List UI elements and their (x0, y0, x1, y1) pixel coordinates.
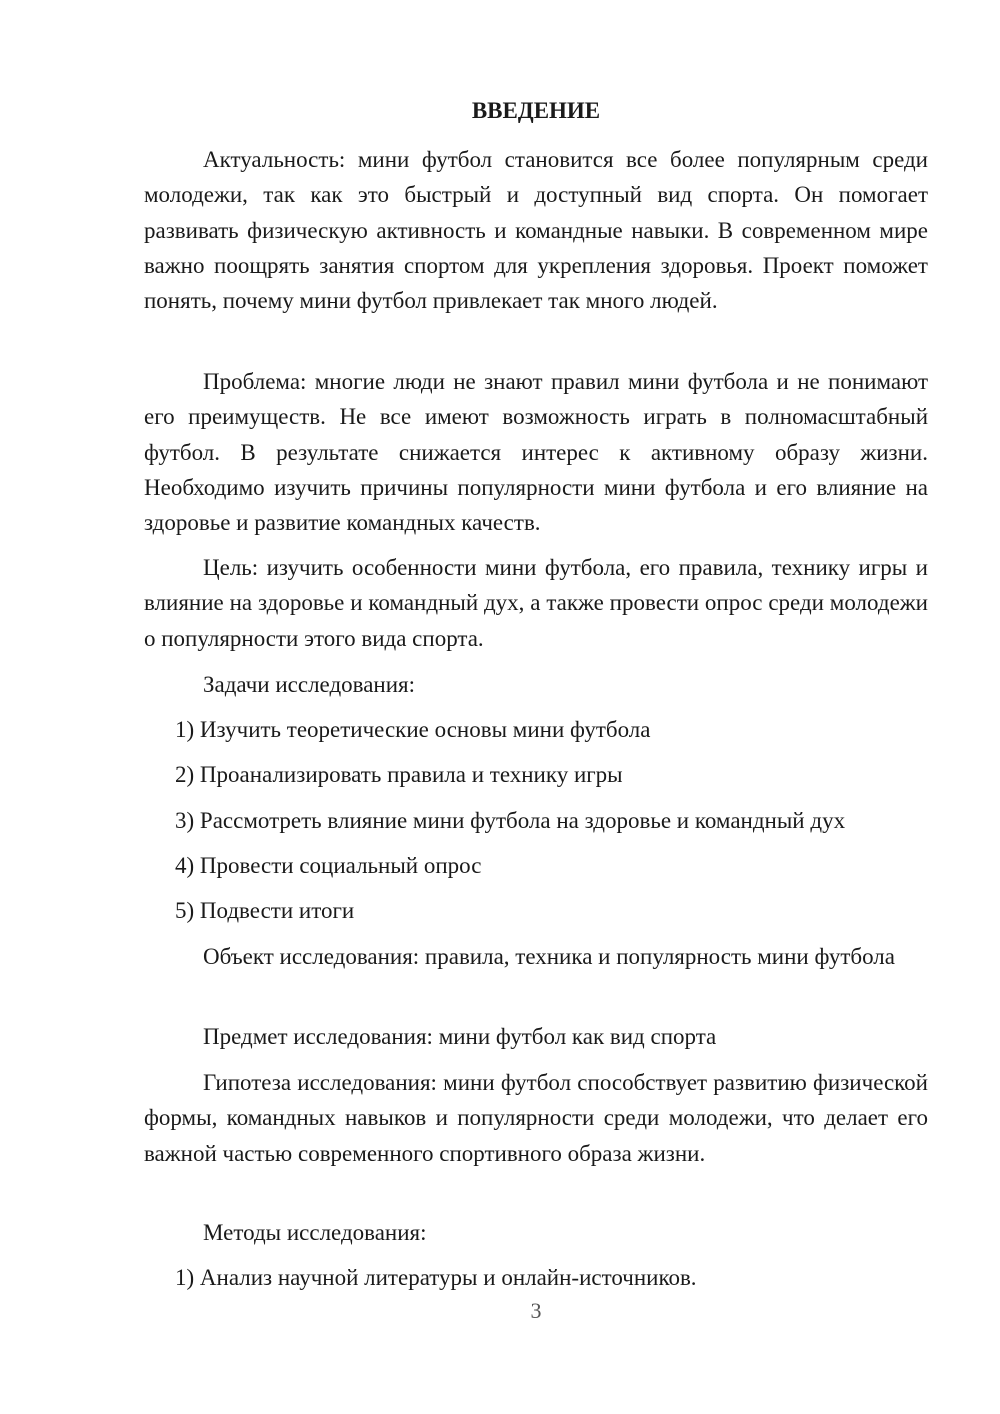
page-title: ВВЕДЕНИЕ (471, 98, 601, 123)
hypothesis-paragraph: Гипотеза исследования: мини футбол способствует развитию физической формы, командных навыков и популярности среди молодежи, что делает его важной частью современного спортивного образа жизни. (144, 1070, 928, 1166)
task-item-2: 2) Проанализировать правила и технику игры (175, 762, 623, 787)
task-item-1: 1) Изучить теоретические основы мини футбола (175, 717, 651, 742)
methods-heading: Методы исследования: (203, 1220, 427, 1245)
problem-paragraph: Проблема: многие люди не знают правил мини футбола и не понимают его преимуществ. Не все имеют возможность играть в полномасштабный футбол. В результате снижается интерес к активному образу жизни. Необходимо изучить причины популярности мини футбола и его влияние на здоровье и развитие командных качеств. (144, 369, 928, 536)
task-item-4: 4) Провести социальный опрос (175, 853, 482, 878)
goal-paragraph: Цель: изучить особенности мини футбола, его правила, технику игры и влияние на здоровье и командный дух, а также провести опрос среди молодежи о популярности этого вида спорта. (144, 555, 928, 651)
tasks-heading: Задачи исследования: (203, 672, 416, 697)
relevance-paragraph: Актуальность: мини футбол становится все более популярным среди молодежи, так как это быстрый и доступный вид спорта. Он помогает развивать физическую активность и командные навыки. В современном мире важно поощрять занятия спортом для укрепления здоровья. Проект поможет понять, почему мини футбол привлекает так много людей. (144, 147, 928, 314)
page-number: 3 (530, 1298, 542, 1323)
method-item-1: 1) Анализ научной литературы и онлайн-источников. (175, 1265, 697, 1290)
subject-line: Предмет исследования: мини футбол как вид спорта (203, 1024, 717, 1049)
object-paragraph: Объект исследования: правила, техника и популярность мини футбола (203, 944, 895, 969)
task-item-3: 3) Рассмотреть влияние мини футбола на здоровье и командный дух (175, 808, 846, 833)
task-item-5: 5) Подвести итоги (175, 898, 355, 923)
